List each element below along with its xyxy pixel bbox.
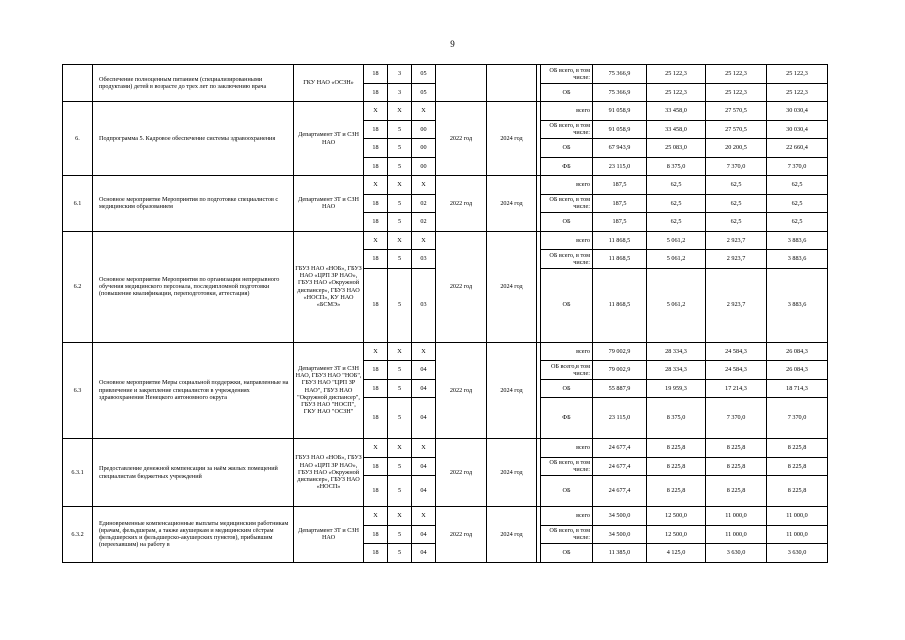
value-year-1: 8 375,0 (647, 157, 706, 176)
funding-source: ОБ (541, 83, 593, 102)
code-cell: 02 (412, 213, 436, 232)
value-year-2: 17 214,3 (706, 379, 767, 398)
code-cell: 03 (412, 250, 436, 269)
code-cell: 18 (364, 83, 388, 102)
code-cell: 00 (412, 139, 436, 158)
table-row (63, 342, 828, 361)
code-cell: Х (412, 176, 436, 195)
table-row (63, 439, 828, 458)
code-cell: 02 (412, 194, 436, 213)
value-year-2: 62,5 (706, 176, 767, 195)
funding-source: ОБ (541, 379, 593, 398)
value-year-2: 2 923,7 (706, 268, 767, 342)
value-total: 11 868,5 (593, 250, 647, 269)
code-cell: 18 (364, 157, 388, 176)
value-year-2: 62,5 (706, 213, 767, 232)
end-year: 2024 год (487, 102, 537, 176)
code-cell: 5 (388, 268, 412, 342)
code-cell: 04 (412, 379, 436, 398)
value-year-3: 8 225,8 (767, 476, 828, 507)
value-total: 67 943,9 (593, 139, 647, 158)
value-year-3: 26 084,3 (767, 361, 828, 380)
value-total: 11 385,0 (593, 544, 647, 563)
value-year-3: 3 883,6 (767, 231, 828, 250)
code-cell: 18 (364, 361, 388, 380)
code-cell: Х (364, 439, 388, 458)
value-total: 79 002,9 (593, 342, 647, 361)
value-total: 23 115,0 (593, 157, 647, 176)
value-year-2: 25 122,3 (706, 83, 767, 102)
value-total: 79 002,9 (593, 361, 647, 380)
value-total: 187,5 (593, 213, 647, 232)
code-cell: 5 (388, 213, 412, 232)
table-row (63, 176, 828, 195)
table-row (63, 65, 828, 84)
code-cell: Х (388, 342, 412, 361)
value-year-1: 33 458,0 (647, 102, 706, 121)
code-cell: Х (388, 102, 412, 121)
value-year-3: 26 084,3 (767, 342, 828, 361)
value-year-1: 8 225,8 (647, 439, 706, 458)
start-year: 2022 год (436, 176, 487, 232)
value-total: 91 058,9 (593, 102, 647, 121)
code-cell: Х (412, 231, 436, 250)
end-year: 2024 год (487, 231, 537, 342)
value-year-1: 12 500,0 (647, 525, 706, 544)
code-cell: Х (364, 231, 388, 250)
end-year: 2024 год (487, 439, 537, 507)
value-year-2: 3 630,0 (706, 544, 767, 563)
code-cell: 04 (412, 457, 436, 476)
funding-source: всего (541, 231, 593, 250)
code-cell: 5 (388, 457, 412, 476)
value-year-3: 18 714,3 (767, 379, 828, 398)
code-cell: 00 (412, 120, 436, 139)
code-cell: Х (412, 507, 436, 526)
funding-source: ОБ (541, 544, 593, 563)
value-year-1: 25 083,0 (647, 139, 706, 158)
row-number: 6.2 (63, 231, 93, 342)
funding-source: всего (541, 102, 593, 121)
value-year-1: 19 959,3 (647, 379, 706, 398)
code-cell: Х (364, 342, 388, 361)
code-cell: Х (412, 102, 436, 121)
page-number: 9 (450, 39, 455, 49)
start-year: 2022 год (436, 102, 487, 176)
value-year-1: 62,5 (647, 213, 706, 232)
code-cell: 18 (364, 544, 388, 563)
value-year-2: 27 570,5 (706, 120, 767, 139)
value-year-3: 3 630,0 (767, 544, 828, 563)
start-year (436, 65, 487, 102)
row-name: Единовременные компенсационные выплаты медицинским работникам (врачам, фельдшерам, а также акушеркам и медицинским сёстрам фельдшерских и фельдшерско-акушерских пунктов), прибывшим (переехавшим) на работу в (93, 507, 294, 563)
value-year-1: 5 061,2 (647, 268, 706, 342)
value-total: 11 868,5 (593, 231, 647, 250)
row-number: 6.3.1 (63, 439, 93, 507)
value-year-1: 62,5 (647, 176, 706, 195)
code-cell: Х (388, 439, 412, 458)
row-number: 6.3.2 (63, 507, 93, 563)
code-cell: 5 (388, 544, 412, 563)
code-cell: 04 (412, 361, 436, 380)
value-year-3: 30 030,4 (767, 120, 828, 139)
start-year: 2022 год (436, 342, 487, 439)
row-executor: ГБУЗ НАО «НОБ», ГБУЗ НАО «ЦРП ЗР НАО», ГБУЗ НАО «Окружной диспансер», ГБУЗ НАО «НОСП» (294, 439, 364, 507)
value-year-3: 22 660,4 (767, 139, 828, 158)
code-cell: 04 (412, 476, 436, 507)
value-year-1: 5 061,2 (647, 250, 706, 269)
value-total: 187,5 (593, 194, 647, 213)
value-year-2: 7 370,0 (706, 398, 767, 439)
funding-source: всего (541, 342, 593, 361)
value-total: 75 366,9 (593, 83, 647, 102)
code-cell: 05 (412, 65, 436, 84)
value-year-1: 62,5 (647, 194, 706, 213)
value-year-2: 25 122,3 (706, 65, 767, 84)
value-year-1: 28 334,3 (647, 342, 706, 361)
code-cell: 3 (388, 65, 412, 84)
value-year-1: 12 500,0 (647, 507, 706, 526)
funding-source: ФБ (541, 398, 593, 439)
value-year-3: 8 225,8 (767, 439, 828, 458)
code-cell: 18 (364, 457, 388, 476)
start-year: 2022 год (436, 439, 487, 507)
value-total: 75 366,9 (593, 65, 647, 84)
value-year-3: 62,5 (767, 176, 828, 195)
row-executor: Департамент ЗТ и СЗН НАО (294, 102, 364, 176)
row-number: 6.3 (63, 342, 93, 439)
funding-source: всего (541, 507, 593, 526)
code-cell: Х (412, 342, 436, 361)
funding-source: ОБ всего, в том числе: (541, 525, 593, 544)
funding-source: ОБ всего, в том числе: (541, 120, 593, 139)
value-total: 24 677,4 (593, 476, 647, 507)
value-year-3: 7 370,0 (767, 157, 828, 176)
code-cell: 18 (364, 268, 388, 342)
value-year-2: 27 570,5 (706, 102, 767, 121)
funding-source: ОБ всего, в том числе: (541, 250, 593, 269)
code-cell: Х (388, 176, 412, 195)
value-year-1: 8 375,0 (647, 398, 706, 439)
value-total: 23 115,0 (593, 398, 647, 439)
value-total: 34 500,0 (593, 525, 647, 544)
row-executor: Департамент ЗТ и СЗН НАО (294, 176, 364, 232)
start-year: 2022 год (436, 231, 487, 342)
code-cell: 5 (388, 361, 412, 380)
value-total: 11 868,5 (593, 268, 647, 342)
row-name: Основное мероприятие Мероприятия по организации непрерывного обучения медицинского персонала, последипломной подготовки (повышение квалификации, переподготовки, аттестация) (93, 231, 294, 342)
code-cell: 18 (364, 476, 388, 507)
value-year-1: 8 225,8 (647, 476, 706, 507)
end-year: 2024 год (487, 507, 537, 563)
value-year-2: 24 584,3 (706, 361, 767, 380)
row-executor: Департамент ЗТ и СЗН НАО (294, 507, 364, 563)
code-cell: 04 (412, 398, 436, 439)
code-cell: Х (364, 507, 388, 526)
code-cell: 5 (388, 120, 412, 139)
value-total: 24 677,4 (593, 457, 647, 476)
value-year-2: 62,5 (706, 194, 767, 213)
value-year-1: 25 122,3 (647, 65, 706, 84)
code-cell: 04 (412, 544, 436, 563)
value-year-1: 8 225,8 (647, 457, 706, 476)
funding-source: ОБ (541, 139, 593, 158)
funding-source: ОБ всего,в том числе: (541, 361, 593, 380)
code-cell: Х (388, 507, 412, 526)
code-cell: 05 (412, 83, 436, 102)
row-name: Основное мероприятие Меры социальной поддержки, направленные на привлечение и закрепление специалистов в учреждениях здравоохранения Ненецкого автономного округа (93, 342, 294, 439)
value-year-3: 25 122,3 (767, 65, 828, 84)
value-year-3: 11 000,0 (767, 525, 828, 544)
funding-source: ФБ (541, 157, 593, 176)
code-cell: 18 (364, 194, 388, 213)
funding-source: ОБ всего, в том числе: (541, 65, 593, 84)
code-cell: 5 (388, 476, 412, 507)
code-cell: 5 (388, 139, 412, 158)
funding-source: ОБ (541, 476, 593, 507)
code-cell: 5 (388, 379, 412, 398)
code-cell: 18 (364, 525, 388, 544)
row-number: 6.1 (63, 176, 93, 232)
value-year-1: 33 458,0 (647, 120, 706, 139)
budget-table (62, 64, 828, 563)
value-year-3: 62,5 (767, 194, 828, 213)
funding-source: ОБ всего, в том числе: (541, 457, 593, 476)
code-cell: 03 (412, 268, 436, 342)
value-year-2: 8 225,8 (706, 439, 767, 458)
value-year-1: 25 122,3 (647, 83, 706, 102)
table-row (63, 102, 828, 121)
row-executor: ГБУЗ НАО «НОБ», ГБУЗ НАО «ЦРП ЗР НАО», ГБУЗ НАО «Окружной диспансер», ГБУЗ НАО «НОСП», КУ НАО «БСМЭ» (294, 231, 364, 342)
row-name: Подпрограмма 5. Кадровое обеспечение системы здравоохранения (93, 102, 294, 176)
value-year-2: 20 200,5 (706, 139, 767, 158)
value-year-2: 8 225,8 (706, 476, 767, 507)
value-year-2: 24 584,3 (706, 342, 767, 361)
code-cell: Х (388, 231, 412, 250)
funding-source: всего (541, 439, 593, 458)
code-cell: 5 (388, 250, 412, 269)
code-cell: 5 (388, 525, 412, 544)
value-total: 91 058,9 (593, 120, 647, 139)
value-total: 187,5 (593, 176, 647, 195)
code-cell: 18 (364, 398, 388, 439)
funding-source: ОБ всего, в том числе: (541, 194, 593, 213)
table-row (63, 507, 828, 526)
value-year-3: 7 370,0 (767, 398, 828, 439)
value-year-2: 8 225,8 (706, 457, 767, 476)
code-cell: 00 (412, 157, 436, 176)
code-cell: 18 (364, 120, 388, 139)
funding-source: всего (541, 176, 593, 195)
row-number (63, 65, 93, 102)
row-executor: ГКУ НАО «ОСЗН» (294, 65, 364, 102)
row-number: 6. (63, 102, 93, 176)
value-total: 24 677,4 (593, 439, 647, 458)
code-cell: Х (364, 176, 388, 195)
code-cell: 5 (388, 398, 412, 439)
funding-source: ОБ (541, 213, 593, 232)
value-year-1: 5 061,2 (647, 231, 706, 250)
value-year-3: 25 122,3 (767, 83, 828, 102)
value-year-1: 4 125,0 (647, 544, 706, 563)
value-year-3: 62,5 (767, 213, 828, 232)
value-year-3: 30 030,4 (767, 102, 828, 121)
code-cell: 18 (364, 65, 388, 84)
code-cell: 3 (388, 83, 412, 102)
row-executor: Департамент ЗТ и СЗН НАО, ГБУЗ НАО "НОБ", ГБУЗ НАО "ЦРП ЗР НАО", ГБУЗ НАО "Окружной диспансер", ГБУЗ НАО "НОСП", ГКУ НАО "ОСЗН" (294, 342, 364, 439)
code-cell: Х (364, 102, 388, 121)
row-name: Предоставление денежной компенсации за наём жилых помещений специалистам бюджетных учреждений (93, 439, 294, 507)
start-year: 2022 год (436, 507, 487, 563)
value-year-2: 11 000,0 (706, 525, 767, 544)
value-year-2: 2 923,7 (706, 250, 767, 269)
code-cell: 18 (364, 250, 388, 269)
table-row (63, 231, 828, 250)
value-total: 34 500,0 (593, 507, 647, 526)
value-year-3: 3 883,6 (767, 250, 828, 269)
value-year-3: 8 225,8 (767, 457, 828, 476)
end-year (487, 65, 537, 102)
end-year: 2024 год (487, 342, 537, 439)
value-total: 55 887,9 (593, 379, 647, 398)
code-cell: 18 (364, 213, 388, 232)
code-cell: 5 (388, 157, 412, 176)
value-year-3: 11 000,0 (767, 507, 828, 526)
row-name: Основное мероприятие Мероприятия по подготовке специалистов с медицинским образованием (93, 176, 294, 232)
value-year-2: 11 000,0 (706, 507, 767, 526)
value-year-2: 2 923,7 (706, 231, 767, 250)
value-year-2: 7 370,0 (706, 157, 767, 176)
code-cell: 18 (364, 379, 388, 398)
code-cell: 18 (364, 139, 388, 158)
value-year-1: 28 334,3 (647, 361, 706, 380)
value-year-3: 3 883,6 (767, 268, 828, 342)
code-cell: 5 (388, 194, 412, 213)
funding-source: ОБ (541, 268, 593, 342)
code-cell: Х (412, 439, 436, 458)
end-year: 2024 год (487, 176, 537, 232)
code-cell: 04 (412, 525, 436, 544)
row-name: Обеспечение полноценным питанием (специализированными продуктами) детей в возрасте до трех лет по заключению врача (93, 65, 294, 102)
